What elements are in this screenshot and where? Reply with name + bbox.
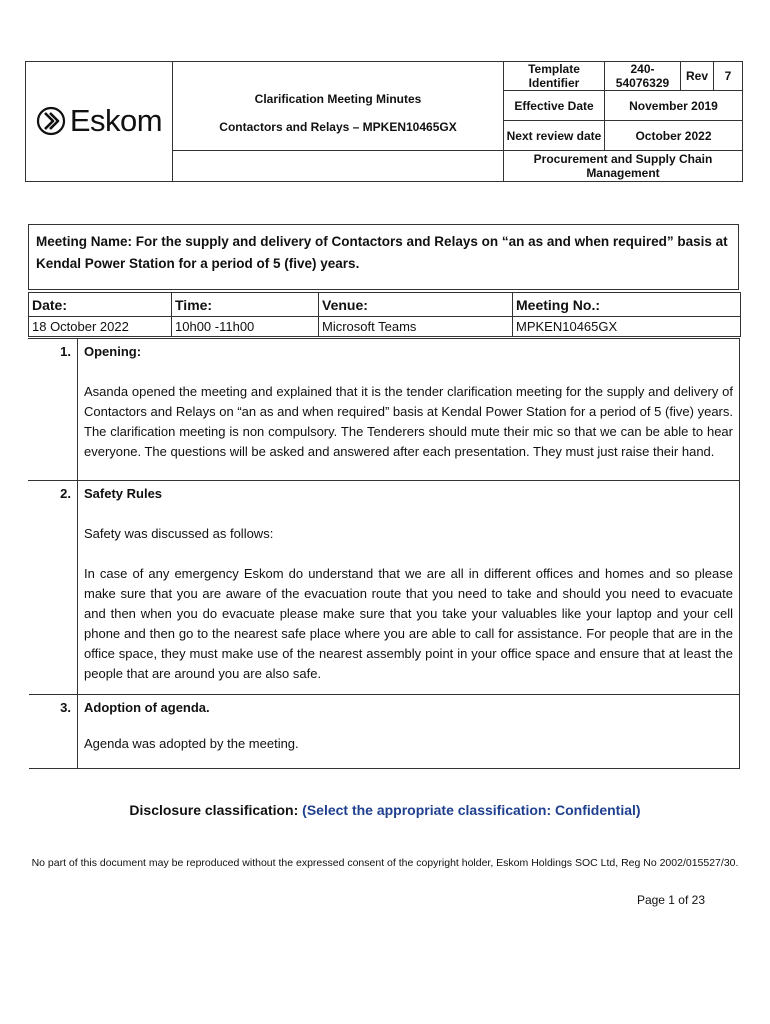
meeting-number-label: Meeting No.: [513,293,741,317]
section-safety [29,481,740,695]
meeting-venue: Microsoft Teams [319,317,513,337]
logo-cell [26,62,173,182]
template-identifier-label: Template Identifier [504,62,605,91]
logo-text: Eskom [69,102,163,138]
title-line-2: Contactors and Relays – MPKEN10465GX [219,119,457,134]
section-paragraph: In case of any emergency Eskom do understand that we are all in different offices and homes and so please make sure that you are aware of the evacuation route that you need to take and should you need to evacuate and then when you do evacuate please make sure that you take your valuables like your laptop and your cell phone and then go to the nearest safe place where you are able to call for assistance. For people that are in the office space, they must make use of the nearest assembly point in your office space and ensure that at least the people that are around you are also safe. [84,566,733,681]
section-number: 3. [29,695,78,769]
section-title: Safety Rules [84,486,163,501]
section-opening [29,339,740,481]
next-review-value: October 2022 [605,121,743,150]
section-title: Adoption of agenda. [84,700,210,715]
meeting-date: 18 October 2022 [29,317,172,337]
date-label: Date: [29,293,172,317]
effective-date-value: November 2019 [605,91,743,121]
meeting-number: MPKEN10465GX [513,317,741,337]
venue-label: Venue: [319,293,513,317]
next-review-label: Next review date [504,121,605,150]
eskom-logo-icon [36,104,66,138]
copyright-notice: No part of this document may be reproduced without the expressed consent of the copyright holder, Eskom Holdings SOC Ltd, Reg No 2002/015527/30. [31,857,739,869]
document-header [25,61,743,182]
disclosure-classification [0,802,770,818]
rev-value: 7 [714,62,743,91]
meeting-info-table [28,292,741,337]
meeting-time: 10h00 -11h00 [172,317,319,337]
effective-date-label: Effective Date [504,91,605,121]
eskom-logo [36,103,162,139]
page-number: Page 1 of 23 [636,893,705,907]
template-identifier-value: 240-54076329 [605,62,681,91]
title-line-1: Clarification Meeting Minutes [254,91,422,106]
section-agenda [29,695,740,769]
section-paragraph: Safety was discussed as follows: [84,526,274,541]
department: Procurement and Supply Chain Management [504,150,743,181]
meeting-name: Meeting Name: For the supply and delivery of Contactors and Relays on “an as and when required” basis at Kendal Power Station for a period of 5 (five) years. [28,224,739,290]
section-paragraph: Agenda was adopted by the meeting. [84,736,299,751]
section-title: Opening: [84,344,142,359]
blank-cell [173,150,504,181]
document-title [173,62,504,151]
time-label: Time: [172,293,319,317]
section-number: 1. [29,339,78,481]
minutes-sections [28,338,740,769]
disclosure-label: Disclosure classification: [129,802,299,818]
section-number: 2. [29,481,78,695]
rev-label: Rev [681,62,714,91]
section-paragraph: Asanda opened the meeting and explained that it is the tender clarification meeting for the supply and delivery of Contactors and Relays on “an as and when required” basis at Kendal Power Station for a period of 5 (five) years. The clarification meeting is non compulsory. The Tenderers should mute their mic so that we can be able to hear everyone. The questions will be asked and answered after each presentation. They must just raise their hand. [84,384,733,459]
disclosure-value[interactable]: (Select the appropriate classification: Confidential) [302,802,641,818]
